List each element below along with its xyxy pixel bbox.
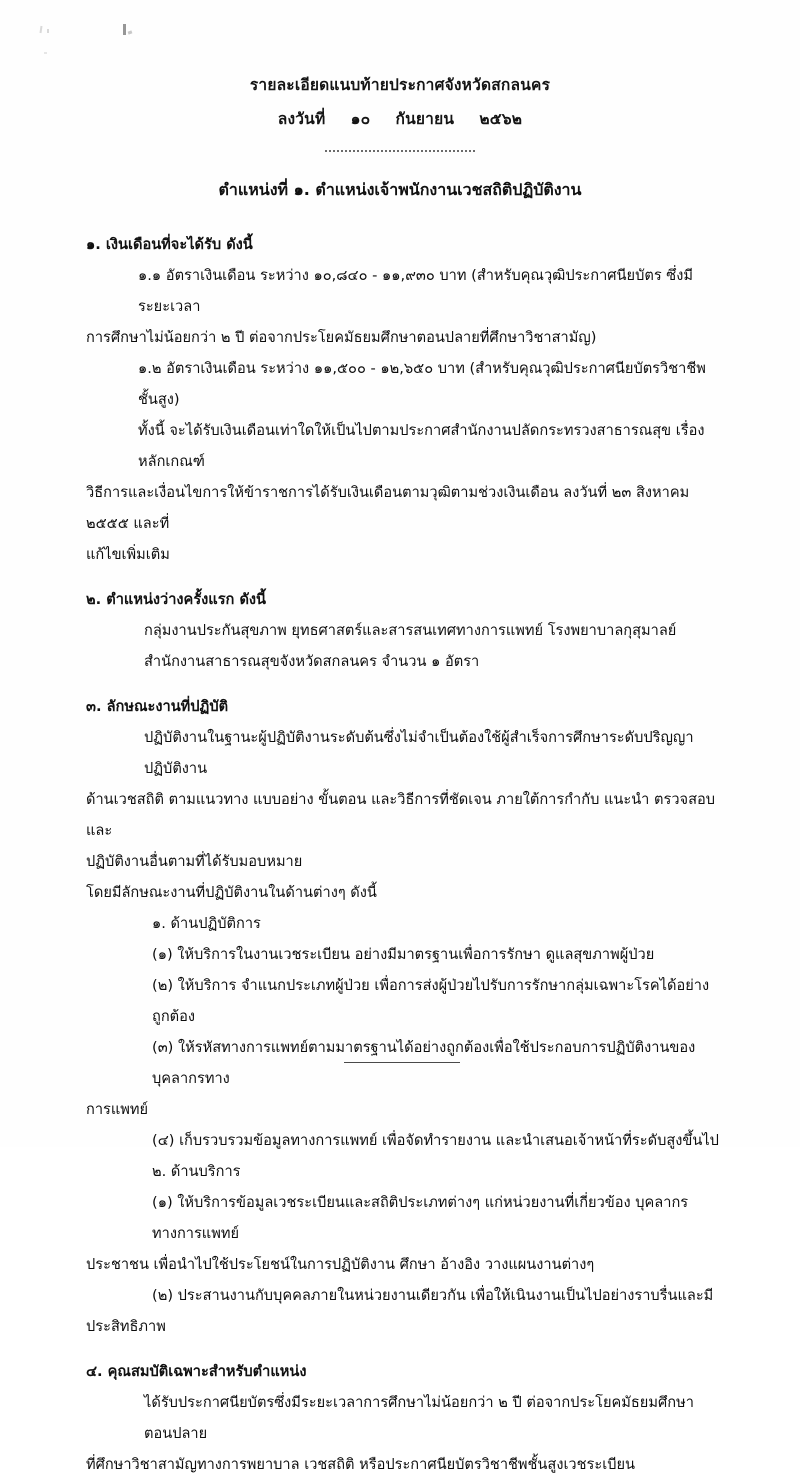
section-heading-qualifications: ๔. คุณสมบัติเฉพาะสำหรับตำแหน่ง [86, 1363, 307, 1380]
duties-group-2-item-2-continued: ประสิทธิภาพ [86, 1318, 166, 1335]
section-heading-salary: ๑. เงินเดือนที่จะได้รับ ดังนี้ [86, 236, 253, 253]
salary-note-line-2: วิธีการและเงื่อนไขการให้ข้าราชการได้รับเงินเดือนตามวุฒิตามช่วงเงินเดือน ลงวันที่ ๒๓ สิงหาคม ๒๕๕๕ และที่ [86, 484, 690, 532]
document-body [0, 229, 800, 1480]
duties-group-2-item-1-continued: ประชาชน เพื่อนำไปใช้ประโยชน์ในการปฏิบัติงาน ศึกษา อ้างอิง วางแผนงานต่างๆ [86, 1256, 595, 1273]
salary-note-line-1: ทั้งนี้ จะได้รับเงินเดือนเท่าใดให้เป็นไปตามประกาศสำนักงานปลัดกระทรวงสาธารณสุข เรื่องหลักเกณฑ์ [138, 422, 705, 470]
salary-note-line-3: แก้ไขเพิ่มเติม [86, 546, 170, 563]
section-heading-vacancy: ๒. ตำแหน่งว่างครั้งแรก ดังนี้ [86, 591, 267, 608]
header-date-line [0, 102, 800, 136]
duties-group-1-item-1: (๑) ให้บริการในงานเวชระเบียน อย่างมีมาตรฐานเพื่อการรักษา ดูแลสุขภาพผู้ป่วย [152, 946, 655, 963]
salary-item-1-1-continued: การศึกษาไม่น้อยกว่า ๒ ปี ต่อจากประโยคมัธยมศึกษาตอนปลายที่ศึกษาวิชาสามัญ) [86, 329, 597, 346]
duties-group-1-item-3-continued: การแพทย์ [86, 1101, 149, 1118]
document-header [0, 68, 800, 152]
duties-intro-line-1: ปฏิบัติงานในฐานะผู้ปฏิบัติงานระดับต้นซึ่งไม่จำเป็นต้องใช้ผู้สำเร็จการศึกษาระดับปริญญา ปฏิบัติงาน [144, 729, 694, 777]
duties-group-1-item-4: (๔) เก็บรวบรวมข้อมูลทางการแพทย์ เพื่อจัดทำรายงาน และนำเสนอเจ้าหน้าที่ระดับสูงขึ้นไป [152, 1132, 719, 1149]
section-heading-duties: ๓. ลักษณะงานที่ปฏิบัติ [86, 698, 229, 715]
duties-group-2-heading: ๒. ด้านบริการ [152, 1163, 241, 1180]
duties-group-1-heading: ๑. ด้านปฏิบัติการ [152, 915, 261, 932]
page-title: ตำแหน่งที่ ๑. ตำแหน่งเจ้าพนักงานเวชสถิติปฏิบัติงาน [218, 180, 582, 199]
qualifications-line-1: ได้รับประกาศนียบัตรซึ่งมีระยะเวลาการศึกษาไม่น้อยกว่า ๒ ปี ต่อจากประโยคมัธยมศึกษาตอนปลาย [144, 1394, 694, 1442]
duties-group-1-item-3: (๓) ให้รหัสทางการแพทย์ตามมาตรฐานได้อย่างถูกต้องเพื่อใช้ประกอบการปฏิบัติงานของบุคลากรทาง [152, 1039, 696, 1087]
footer-divider [344, 1062, 460, 1063]
header-title-line: รายละเอียดแนบท้ายประกาศจังหวัดสกลนคร [249, 76, 551, 94]
salary-item-1-2: ๑.๒ อัตราเงินเดือน ระหว่าง ๑๑,๕๐๐ - ๑๒,๖๕๐ บาท (สำหรับคุณวุฒิประกาศนียบัตรวิชาชีพชั้นสูง) [138, 360, 706, 408]
duties-group-1-item-2: (๒) ให้บริการ จำแนกประเภทผู้ป่วย เพื่อการส่งผู้ป่วยไปรับการรักษากลุ่มเฉพาะโรคได้อย่างถูกต้อง [152, 977, 710, 1025]
date-day-value: ๑๐ [350, 110, 371, 128]
duties-intro-line-3: ปฏิบัติงานอื่นตามที่ได้รับมอบหมาย [86, 853, 303, 870]
date-prefix-label: ลงวันที่ [277, 110, 326, 128]
duties-intro-line-2: ด้านเวชสถิติ ตามแนวทาง แบบอย่าง ขั้นตอน และวิธีการที่ชัดเจน ภายใต้การกำกับ แนะนำ ตรวจสอบ และ [86, 791, 716, 839]
header-divider [325, 150, 475, 152]
date-year-value: ๒๕๖๒ [479, 110, 523, 128]
vacancy-line-1: กลุ่มงานประกันสุขภาพ ยุทธศาสตร์และสารสนเทศทางการแพทย์ โรงพยาบาลกุสุมาลย์ [144, 622, 677, 639]
duties-group-2-item-2: (๒) ประสานงานกับบุคคลภายในหน่วยงานเดียวกัน เพื่อให้เนินงานเป็นไปอย่างราบรื่นและมี [152, 1287, 714, 1304]
qualifications-line-2: ที่ศึกษาวิชาสามัญทางการพยาบาล เวชสถิติ หรือประกาศนียบัตรวิชาชีพชั้นสูงเวชระเบียน [86, 1456, 635, 1473]
duties-group-2-item-1: (๑) ให้บริการข้อมูลเวชระเบียนและสถิติประเภทต่างๆ แก่หน่วยงานที่เกี่ยวข้อง บุคลากรทางการแพทย์ [152, 1194, 689, 1242]
salary-item-1-1: ๑.๑ อัตราเงินเดือน ระหว่าง ๑๐,๘๔๐ - ๑๑,๙๓๐ บาท (สำหรับคุณวุฒิประกาศนียบัตร ซึ่งมีระยะเวลา [138, 267, 693, 315]
date-month-value: กันยายน [395, 110, 455, 128]
vacancy-line-2: สำนักงานสาธารณสุขจังหวัดสกลนคร จำนวน ๑ อัตรา [144, 653, 480, 670]
duties-intro-line-4: โดยมีลักษณะงานที่ปฏิบัติงานในด้านต่างๆ ดังนี้ [86, 884, 377, 901]
